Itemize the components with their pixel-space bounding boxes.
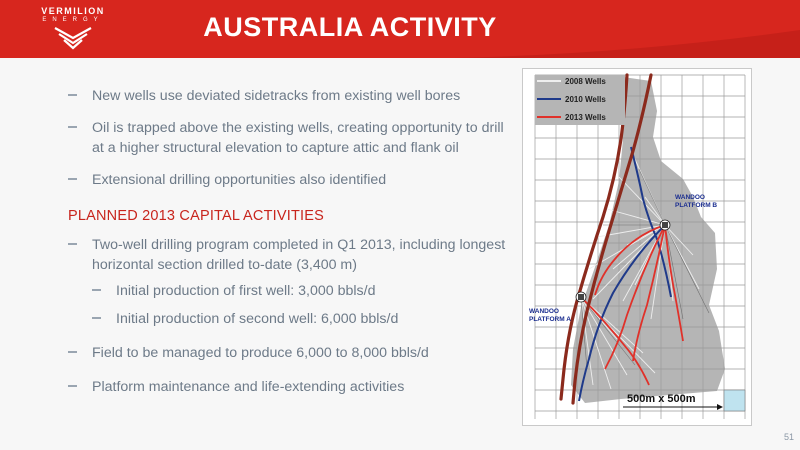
bullet-item [68,86,508,106]
platform-a-label: PLATFORM A [529,316,571,323]
dash-icon [68,94,77,96]
bullet-text: Extensional drilling opportunities also identified [92,172,387,188]
dash-icon [68,243,77,245]
scale-label: 500m x 500m [627,393,696,405]
legend-label: 2013 Wells [565,113,606,122]
platform-b-label: WANDOO [675,194,705,201]
sub-bullet-item [92,309,508,329]
sub-bullet-item [92,281,508,301]
bullet-text: Platform maintenance and life-extending activities [92,379,405,395]
logo-name: VERMILION [41,6,105,16]
bullet-text: Oil is trapped above the existing wells, creating opportunity to drill at a higher structural elevation to capture attic and flank oil [92,120,504,156]
well-map-graphic [523,69,751,425]
bullet-text: Two-well drilling program completed in Q1 2013, including longest horizontal section drilled to-date (3,400 m) [92,237,506,273]
platform-b-icon [660,220,670,230]
bullet-text: Field to be managed to produce 6,000 to 8,000 bbls/d [92,345,429,361]
dash-icon [92,317,101,319]
section-heading: PLANNED 2013 CAPITAL ACTIVITIES [68,208,325,224]
page-number: 51 [783,432,794,442]
bullet-item [68,343,508,363]
header-bar [0,0,800,58]
platform-b-label: PLATFORM B [675,202,718,209]
scale-cell [724,390,745,411]
bullet-item [68,235,508,275]
logo-subname: ENERGY [42,17,104,23]
dash-icon [68,385,77,387]
sub-bullet-text: Initial production of second well: 6,000 bbls/d [116,311,399,327]
bullet-list [68,86,508,397]
map-legend [535,75,625,125]
sub-bullet-text: Initial production of first well: 3,000 bbls/d [116,283,376,299]
legend-label: 2008 Wells [565,77,606,86]
platform-a-icon [576,292,586,302]
platform-a-label: WANDOO [529,308,559,315]
bullet-item [68,170,508,190]
dash-icon [92,289,101,291]
scale-bar [623,390,745,411]
slide-title: AUSTRALIA ACTIVITY [203,12,497,42]
bullet-item [68,118,508,158]
logo-chevron-icon [53,26,93,52]
dash-icon [68,351,77,353]
company-logo [18,6,128,56]
well-map [522,68,752,426]
bullet-item [68,377,508,397]
dash-icon [68,178,77,180]
dash-icon [68,126,77,128]
legend-label: 2010 Wells [565,95,606,104]
bullet-text: New wells use deviated sidetracks from existing well bores [92,88,461,104]
